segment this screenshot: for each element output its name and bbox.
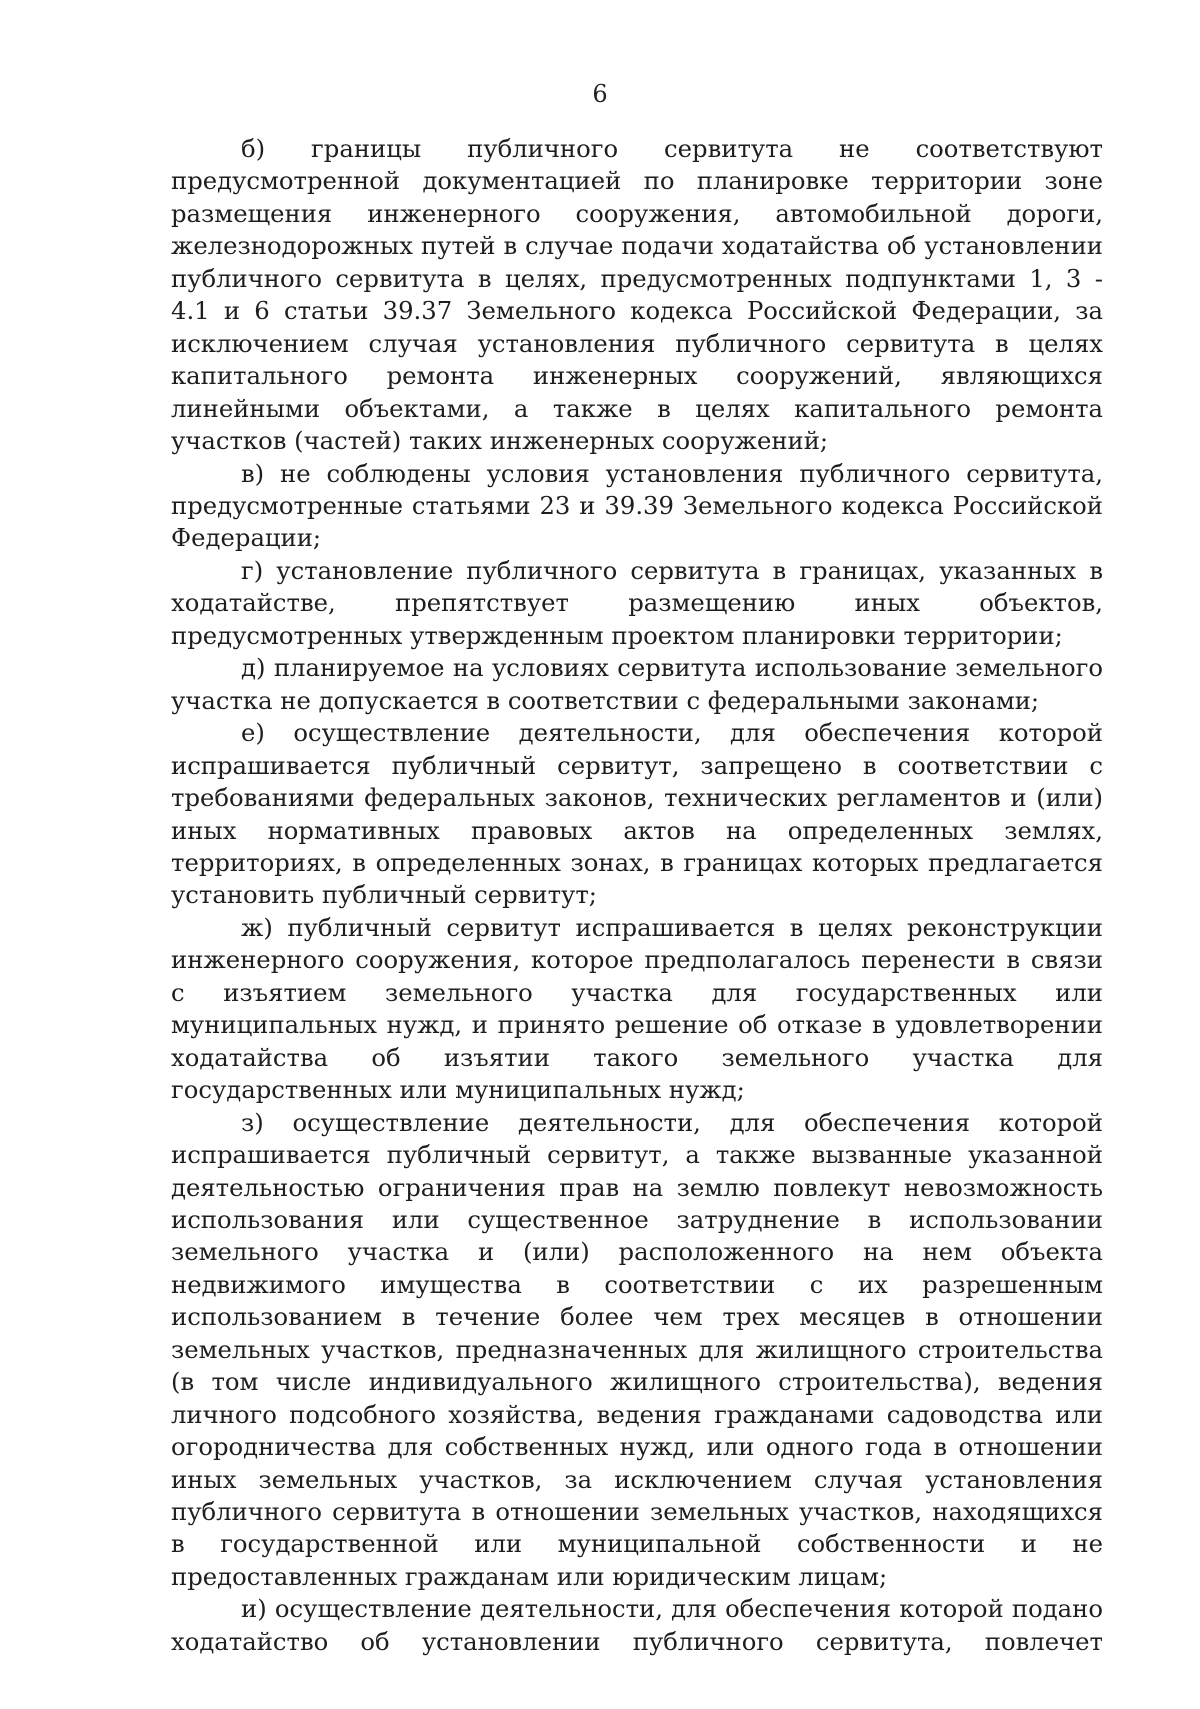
page-number: 6 — [592, 80, 608, 108]
paragraph-e: е) осуществление деятельности, для обеспечения которой испрашивается публичный сервитут, запрещено в соответствии с требованиями федеральных законов, технических регламентов и (или) иных нормативных правовых актов на определенных землях, территориях, в определенных зонах, в границах которых предлагается установить публичный сервитут; — [171, 718, 1103, 910]
paragraph-d: д) планируемое на условиях сервитута использование земельного участка не допускается в соответствии с федеральными законами; — [171, 653, 1103, 715]
document-body — [171, 133, 1103, 1658]
paragraph-v: в) не соблюдены условия установления публичного сервитута, предусмотренные статьями 23 и 39.39 Земельного кодекса Российской Федерации; — [171, 458, 1103, 553]
paragraph-zh: ж) публичный сервитут испрашивается в целях реконструкции инженерного сооружения, которое предполагалось перенести в связи с изъятием земельного участка для государственных или муниципальных нужд, и принято решение об отказе в удовлетворении ходатайства об изъятии такого земельного участка для государственных или муниципальных нужд; — [171, 912, 1103, 1105]
paragraph-i: и) осуществление деятельности, для обеспечения которой подано ходатайство об установлении публичного сервитута, повлечет — [171, 1594, 1103, 1656]
paragraph-z: з) осуществление деятельности, для обеспечения которой испрашивается публичный сервитут, а также вызванные указанной деятельностью ограничения прав на землю повлекут невозможность использования или существенное затруднение в использовании земельного участка и (или) расположенного на нем объекта недвижимого имущества в соответствии с их разрешенным использованием в течение более чем трех месяцев в отношении земельных участков, предназначенных для жилищного строительства (в том числе индивидуального жилищного строительства), ведения личного подсобного хозяйства, ведения гражданами садоводства или огородничества для собственных нужд, или одного года в отношении иных земельных участков, за исключением случая установления публичного сервитута в отношении земельных участков, находящихся в государственной или муниципальной собственности и не предоставленных гражданам или юридическим лицам; — [171, 1107, 1103, 1591]
paragraph-g: г) установление публичного сервитута в границах, указанных в ходатайстве, препятствует размещению иных объектов, предусмотренных утвержденным проектом планировки территории; — [171, 555, 1103, 650]
paragraph-b: б) границы публичного сервитута не соответствуют предусмотренной документацией по планировке территории зоне размещения инженерного сооружения, автомобильной дороги, железнодорожных путей в случае подачи ходатайства об установлении публичного сервитута в целях, предусмотренных подпунктами 1, 3 - 4.1 и 6 статьи 39.37 Земельного кодекса Российской Федерации, за исключением случая установления публичного сервитута в целях капитального ремонта инженерных сооружений, являющихся линейными объектами, а также в целях капитального ремонта участков (частей) таких инженерных сооружений; — [171, 134, 1103, 456]
